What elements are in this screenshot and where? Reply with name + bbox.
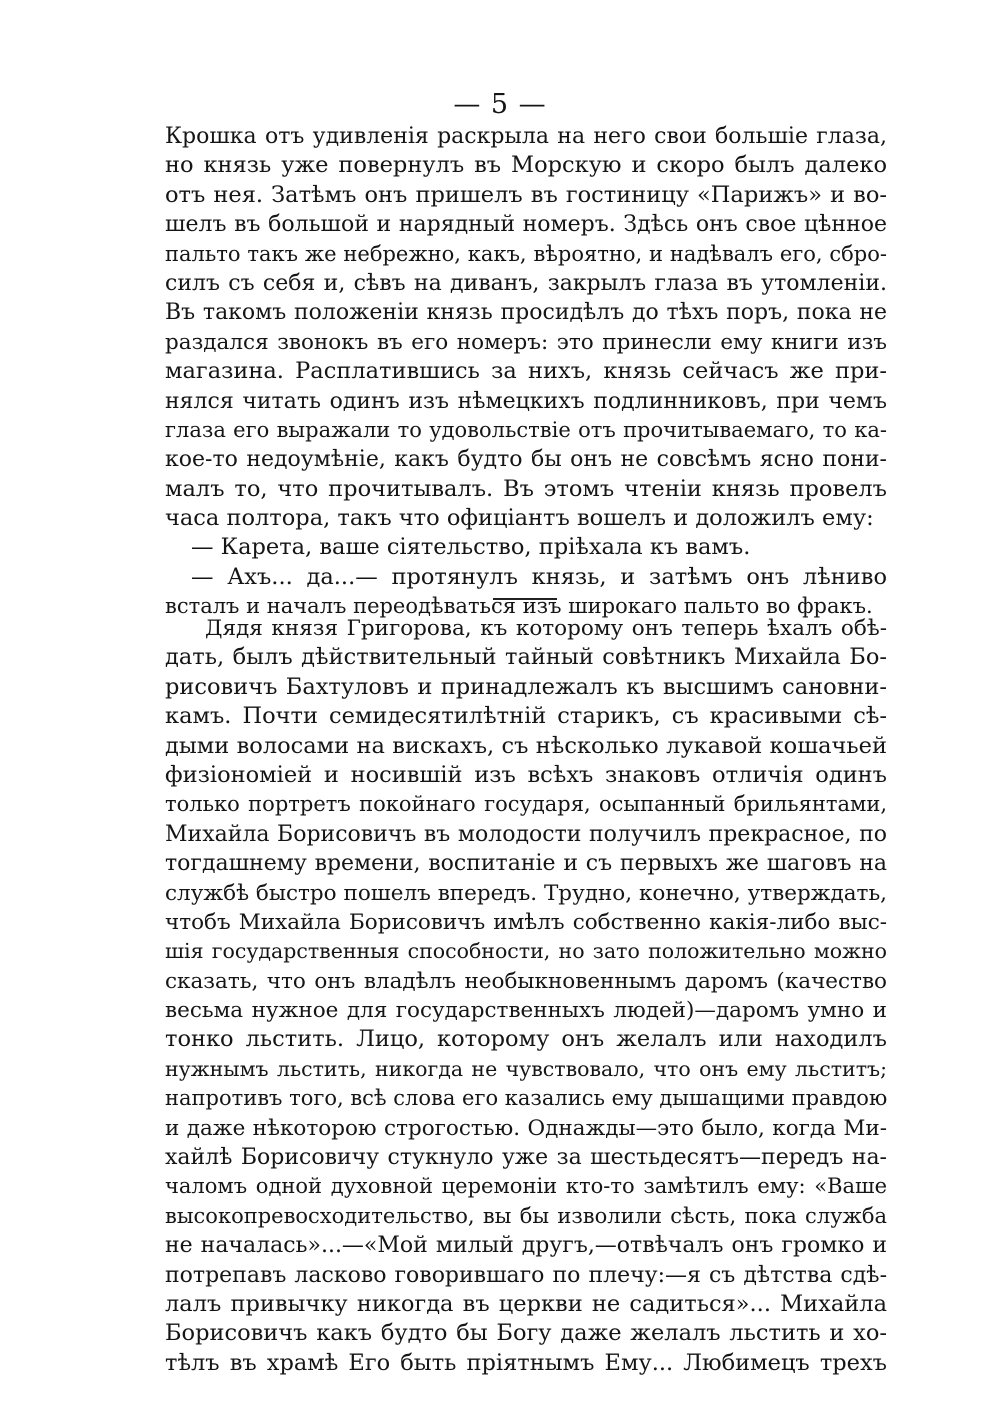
text-line: весьма нужное для государственныхъ людей)—даромъ умно и [165,998,887,1024]
text-line: глаза его выражали то удовольствіе отъ прочитываемаго, то ка- [165,417,887,442]
text-line: тѣлъ въ храмѣ Его быть пріятнымъ Ему... Любимецъ трехъ [165,1349,887,1376]
text-line: но князь уже повернулъ въ Морскую и скоро былъ далеко [165,152,887,179]
text-line: Борисовичъ какъ будто бы Богу даже желалъ льстить и хо- [165,1320,887,1347]
text-line: Въ такомъ положеніи князь просидѣлъ до тѣхъ поръ, пока не [165,300,887,326]
text-line: Дядя князя Григорова, къ которому онъ теперь ѣхалъ обѣ- [205,616,887,641]
dialogue-line: — Ахъ... да...— протянулъ князь, и затѣмъ онъ лѣниво [191,563,887,590]
dialogue-line: — Карета, ваше сіятельство, пріѣхала къ вамъ. [191,534,751,561]
text-line: только портретъ покойнаго государя, осыпанный брильянтами, [165,792,887,817]
text-line: лалъ привычку никогда въ церкви не садиться»... Михайла [165,1290,887,1317]
text-line: чтобъ Михайла Борисовичъ имѣлъ собственно какія-либо выс- [165,909,887,935]
text-line: раздался звонокъ въ его номеръ: это принесли ему книги изъ [165,329,887,355]
text-line: тонко льстить. Лицо, которому онъ желалъ или находилъ [165,1026,887,1053]
text-line: силъ съ себя и, сѣвъ на диванъ, закрылъ глаза въ утомленіи. [165,270,887,296]
text-line: нужнымъ льстить, никогда не чувствовало, что онъ ему льститъ; [165,1056,887,1081]
text-line: высокопревосходительство, вы бы изволили сѣсть, пока служба [165,1203,887,1228]
text-line: напротивъ того, всѣ слова его казались ему дышащими правдою [165,1086,888,1111]
paragraph-block-1 [165,122,887,622]
text-line: Михайла Борисовичъ въ молодости получилъ прекрасное, по [165,821,887,847]
text-line: Крошка отъ удивленія раскрыла на него свои большіе глаза, [165,124,887,149]
text-line: магазина. Расплатившись за нихъ, князь сейчасъ же при- [165,358,887,385]
text-line: потрепавъ ласково говорившаго по плечу:—я съ дѣтства сдѣ- [165,1262,887,1288]
text-line: и даже нѣкоторою строгостью. Однажды—это было, когда Ми- [165,1115,887,1141]
text-line: часа полтора, такъ что офиціантъ вошелъ и доложилъ ему: [165,505,874,532]
text-line: тогдашнему времени, воспитаніе и съ первыхъ же шаговъ на [165,851,887,877]
text-line: малъ то, что прочитывалъ. Въ этомъ чтеніи князь провелъ [165,475,887,502]
text-line: всталъ и началъ переодѣваться изъ широкаго пальто во фракъ. [165,594,873,619]
text-line: дыми волосами на вискахъ, съ нѣсколько лукавой кошачьей [165,732,887,759]
text-line: хайлѣ Борисовичу стукнуло уже за шестьдесятъ—передъ на- [165,1145,887,1171]
text-line: кое-то недоумѣніе, какъ будто бы онъ не совсѣмъ ясно пони- [165,447,887,473]
text-line: чаломъ одной духовной церемоніи кто-то замѣтилъ ему: «Ваше [165,1174,887,1199]
text-line: физіономіей и носившій изъ всѣхъ знаковъ отличія одинъ [165,761,887,788]
section-divider [493,598,557,600]
page-number: — 5 — [453,89,547,120]
paragraph-block-2 [165,614,887,1378]
text-line: дать, былъ дѣйствительный тайный совѣтникъ Михайла Бо- [165,644,887,671]
text-line: службѣ быстро пошелъ впередъ. Трудно, конечно, утверждать, [165,880,887,906]
text-line: отъ нея. Затѣмъ онъ пришелъ въ гостиницу «Парижъ» и во- [165,181,887,208]
text-line: камъ. Почти семидесятилѣтній старикъ, съ красивыми сѣ- [165,703,887,730]
text-line: не началась»...—«Мой милый другъ,—отвѣчалъ онъ громко и [165,1233,887,1259]
text-line: пальто такъ же небрежно, какъ, вѣроятно, и надѣвалъ его, сбро- [165,241,887,266]
text-line: сказать, что онъ владѣлъ необыкновеннымъ даромъ (качество [165,968,887,994]
text-line: шія государственныя способности, но зато положительно можно [165,939,887,964]
text-line: нялся читать одинъ изъ нѣмецкихъ подлинниковъ, при чемъ [165,388,887,414]
text-line: рисовичъ Бахтуловъ и принадлежалъ къ высшимъ сановни- [165,673,887,700]
text-line: шелъ въ большой и нарядный номеръ. Здѣсь онъ свое цѣнное [165,212,887,238]
